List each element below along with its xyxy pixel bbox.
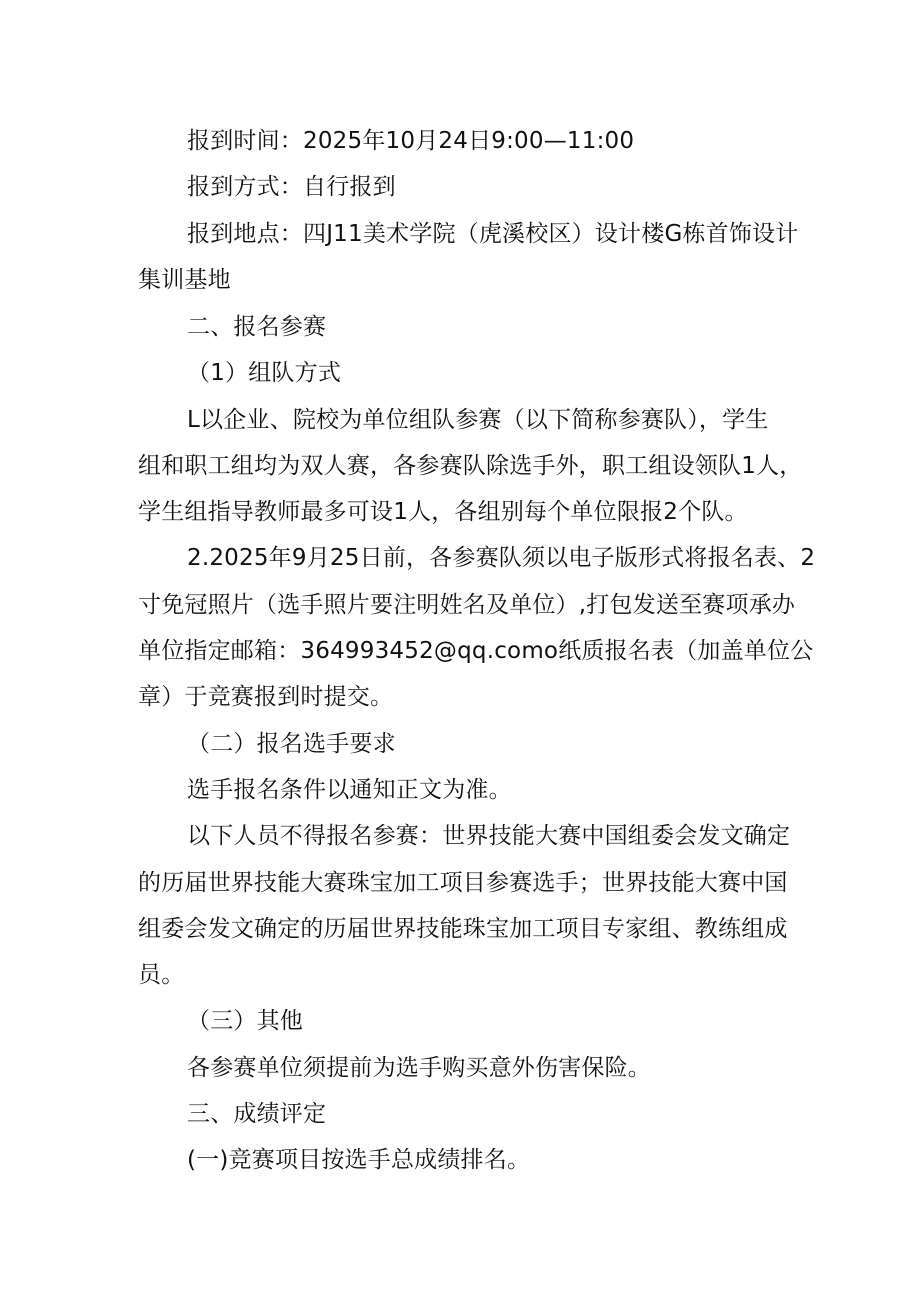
registration-time-line: 报到时间：2025年10月24日9:00—11:00 <box>187 128 635 154</box>
paragraph-line: 的历届世界技能大赛珠宝加工项目参赛选手；世界技能大赛中国 <box>138 870 788 896</box>
paragraph-line: 员。 <box>138 962 185 988</box>
paragraph-line: 章）于竞赛报到时提交。 <box>138 684 394 710</box>
subsection-heading-team: （1）组队方式 <box>187 360 342 386</box>
registration-location-line-cont: 集训基地 <box>138 267 231 293</box>
paragraph-line: 学生组指导教师最多可设1人，各组别每个单位限报2个队。 <box>138 499 748 525</box>
paragraph-line: 单位指定邮箱：364993452@qq.como纸质报名表（加盖单位公 <box>138 638 814 664</box>
paragraph-line: 组委会发文确定的历届世界技能珠宝加工项目专家组、教练组成 <box>138 916 788 942</box>
paragraph-line: (一)竞赛项目按选手总成绩排名。 <box>187 1147 531 1173</box>
paragraph-line: 组和职工组均为双人赛，各参赛队除选手外，职工组设领队1人， <box>138 453 803 479</box>
subsection-heading-other: （三）其他 <box>187 1008 303 1034</box>
paragraph-line: 以下人员不得报名参赛：世界技能大赛中国组委会发文确定 <box>187 823 791 849</box>
section-heading-scoring: 三、成绩评定 <box>187 1101 327 1127</box>
subsection-heading-requirements: （二）报名选手要求 <box>187 731 396 757</box>
paragraph-line: 选手报名条件以通知正文为准。 <box>187 777 512 803</box>
paragraph-line: 各参赛单位须提前为选手购买意外伤害保险。 <box>187 1055 651 1081</box>
registration-method-line: 报到方式：自行报到 <box>187 174 396 200</box>
registration-location-line: 报到地点：四J11美术学院（虎溪校区）设计楼G栋首饰设计 <box>187 221 799 247</box>
paragraph-line: 寸免冠照片（选手照片要注明姓名及单位）,打包发送至赛项承办 <box>138 592 796 618</box>
section-heading-registration: 二、报名参赛 <box>187 314 327 340</box>
paragraph-line: L以企业、院校为单位组队参赛（以下简称参赛队），学生 <box>187 407 769 433</box>
paragraph-line: 2.2025年9月25日前，各参赛队须以电子版形式将报名表、2 <box>187 545 816 571</box>
